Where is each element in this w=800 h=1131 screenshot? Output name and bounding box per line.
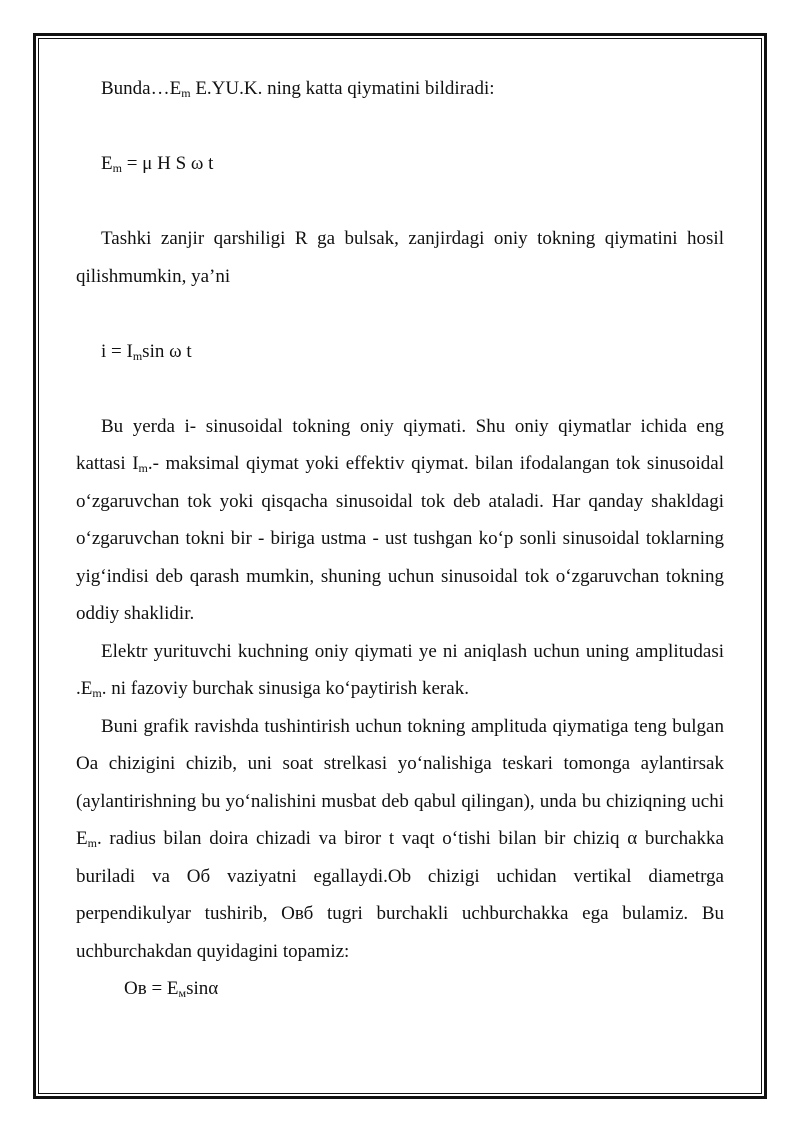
paragraph-elektr-a: Elektr yurituvchi kuchning oniy qiymati ye ni aniqlash uchun uning amplitudasi .E xyxy=(76,640,724,699)
intro-subscript: m xyxy=(181,86,191,100)
paragraph-bu-yerda-b: .- maksimal qiymat yoki effektiv qiymat. bilan ifodalangan tok sinusoidal o‘zgaruvchan tok yoki qisqacha sinusoidal tok deb ataladi. Har qanday shakldagi o‘zgaruvchan tokni bir - biriga ustma - ust tushgan ko‘p sonli sinusoidal toklarning yig‘indisi deb qarash mumkin, shuning uchun sinusoidal tok o‘zgaruvchan tokning oddiy shaklidir. xyxy=(76,453,724,624)
paragraph-grafik-b: . radius bilan doira chizadi va biror t vaqt o‘tishi bilan bir chiziq α burchakka buriladi va Oб vaziyatni egallaydi.Ob chizigi uchidan vertikal diametrga perpendikulyar tushirib, Oвб tugri burchakli uchburchakka ega bulamiz. Bu uchburchakdan quyidagini topamiz: xyxy=(76,828,724,962)
formula-ov-subscript: м xyxy=(178,986,187,1000)
formula-em-b: = μ H S ω t xyxy=(121,153,214,174)
spacer xyxy=(76,295,724,333)
paragraph-bu-yerda xyxy=(76,408,724,633)
formula-ov xyxy=(76,970,724,1008)
formula-current-subscript: m xyxy=(132,348,143,363)
formula-em-a: E xyxy=(101,153,113,174)
formula-em-subscript: m xyxy=(112,161,122,175)
paragraph-zanjir: Tashki zanjir qarshiligi R ga bulsak, zanjirdagi oniy tokning qiymatini hosil qilishmumkin, ya’ni xyxy=(76,228,724,287)
paragraph-bu-yerda-a: Bu yerda i- sinusoidal tokning oniy qiymati. Shu oniy qiymatlar ichida eng kattasi I xyxy=(76,415,724,474)
spacer xyxy=(76,183,724,221)
formula-current xyxy=(76,333,724,371)
formula-ov-a: Oв = E xyxy=(124,978,179,999)
document-body xyxy=(76,70,724,1008)
paragraph-grafik-a: Buni grafik ravishda tushintirish uchun tokning amplituda qiymatiga teng bulgan Oa chizigini chizib, uni soat strelkasi yo‘nalishiga teskari tomonga aylantirsak (aylantirishning bu yo‘nalishini musbat deb qabul qilingan), unda bu chiziqning uchi E xyxy=(76,715,724,849)
spacer xyxy=(76,108,724,146)
paragraph-grafik xyxy=(76,708,724,971)
formula-em xyxy=(76,145,724,183)
paragraph-elektr-b: . ni fazoviy burchak sinusiga ko‘paytirish kerak. xyxy=(101,678,469,699)
paragraph-bu-yerda-subscript: m xyxy=(138,461,148,475)
formula-current-a: i = I xyxy=(101,340,133,362)
intro-text-b: E.YU.K. ning katta qiymatini bildiradi: xyxy=(190,78,495,99)
intro-text-a: Bunda…E xyxy=(101,78,182,99)
paragraph-grafik-subscript: m xyxy=(87,836,97,850)
formula-ov-b: sinα xyxy=(186,978,219,999)
paragraph-elektr xyxy=(76,633,724,708)
intro-line xyxy=(76,70,724,108)
paragraph-elektr-subscript: m xyxy=(92,686,102,700)
spacer xyxy=(76,370,724,408)
formula-current-b: sin ω t xyxy=(142,340,192,362)
